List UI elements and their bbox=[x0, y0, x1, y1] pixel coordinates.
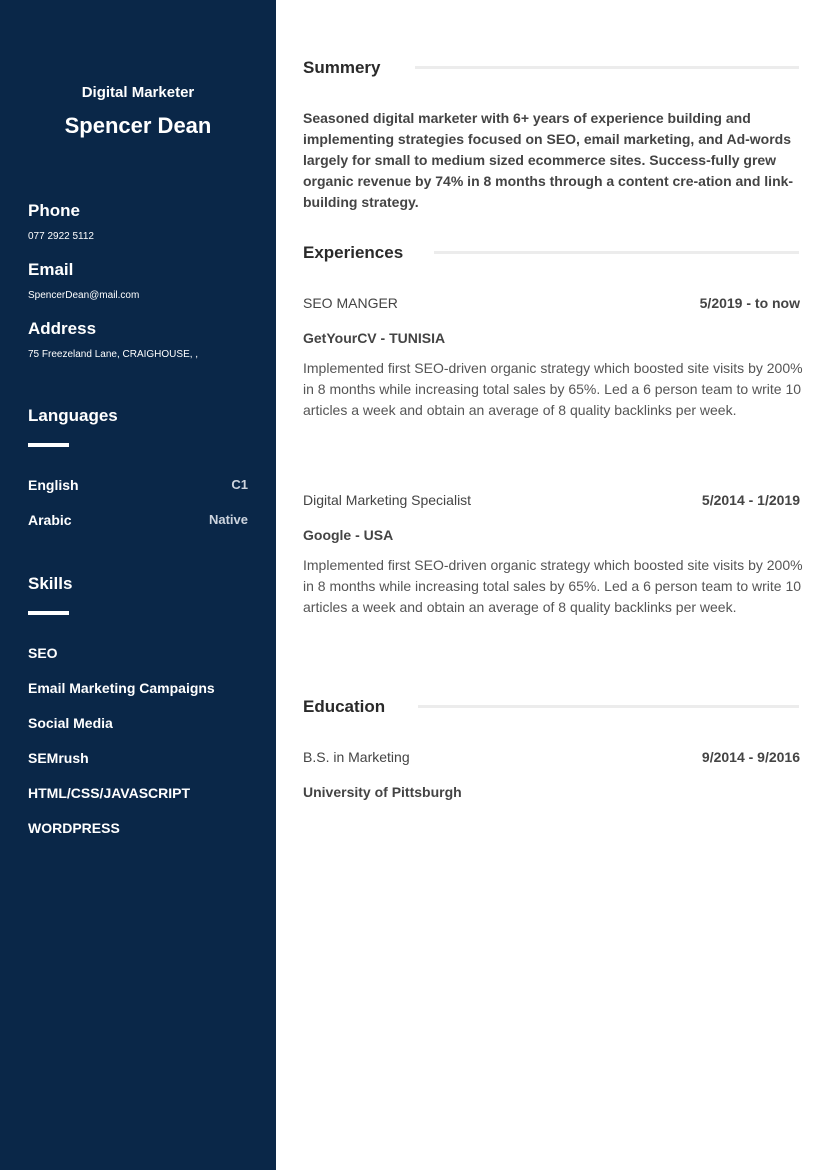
skill-item: Social Media bbox=[28, 715, 113, 731]
skill-item: SEO bbox=[28, 645, 58, 661]
sidebar bbox=[0, 0, 276, 1170]
experience-description: Implemented first SEO-driven organic strategy which boosted site visits by 200% in 8 months while increasing total sales by 65%. Led a 6 person team to write 10 articles a week and obtain an average of 8 quality backlinks per week. bbox=[303, 557, 803, 615]
skill-item: Email Marketing Campaigns bbox=[28, 680, 215, 696]
experiences-heading: Experiences bbox=[303, 243, 404, 262]
address-label: Address bbox=[28, 319, 97, 338]
phone-value: 077 2922 5112 bbox=[28, 231, 94, 242]
language-name: Arabic bbox=[28, 512, 72, 528]
experience-company: Google - USA bbox=[303, 527, 394, 543]
education-heading: Education bbox=[303, 697, 386, 716]
skill-item: SEMrush bbox=[28, 750, 89, 766]
summary-text: Seasoned digital marketer with 6+ years of experience building and implementing strategies focused on SEO, email marketing, and Ad-words largely for small to medium sized ecommerce sites. Success-fully grew organic revenue by 74% in 8 months through a content cre-ation and link-building strategy. bbox=[303, 110, 794, 210]
address-value: 75 Freezeland Lane, CRAIGHOUSE, , bbox=[28, 349, 199, 360]
education-dates: 9/2014 - 9/2016 bbox=[701, 749, 800, 765]
skills-divider bbox=[28, 611, 69, 615]
experiences-divider bbox=[434, 251, 799, 254]
experience-description: Implemented first SEO-driven organic strategy which boosted site visits by 200% in 8 months while increasing total sales by 65%. Led a 6 person team to write 10 articles a week and obtain an average of 8 quality backlinks per week. bbox=[303, 360, 803, 418]
languages-heading: Languages bbox=[28, 406, 118, 425]
language-level: Native bbox=[208, 512, 248, 527]
language-name: English bbox=[28, 477, 79, 493]
experience-role: SEO MANGER bbox=[303, 295, 398, 311]
email-value: SpencerDean@mail.com bbox=[28, 290, 140, 301]
experience-role: Digital Marketing Specialist bbox=[303, 492, 472, 508]
education-divider bbox=[418, 705, 799, 708]
full-name: Spencer Dean bbox=[64, 113, 212, 138]
skills-heading: Skills bbox=[28, 574, 73, 593]
job-title: Digital Marketer bbox=[81, 84, 195, 101]
summary-heading: Summery bbox=[303, 58, 381, 77]
education-degree: B.S. in Marketing bbox=[303, 749, 410, 765]
experience-company: GetYourCV - TUNISIA bbox=[303, 330, 446, 346]
languages-divider bbox=[28, 443, 69, 447]
experience-dates: 5/2014 - 1/2019 bbox=[701, 492, 800, 508]
skill-item: HTML/CSS/JAVASCRIPT bbox=[28, 785, 191, 801]
email-label: Email bbox=[28, 260, 74, 279]
education-school: University of Pittsburgh bbox=[303, 784, 462, 800]
summary-divider bbox=[415, 66, 799, 69]
language-level: C1 bbox=[231, 477, 248, 492]
experience-dates: 5/2019 - to now bbox=[699, 295, 800, 311]
skill-item: WORDPRESS bbox=[28, 820, 120, 836]
main-content bbox=[276, 0, 827, 1170]
phone-label: Phone bbox=[28, 201, 80, 220]
